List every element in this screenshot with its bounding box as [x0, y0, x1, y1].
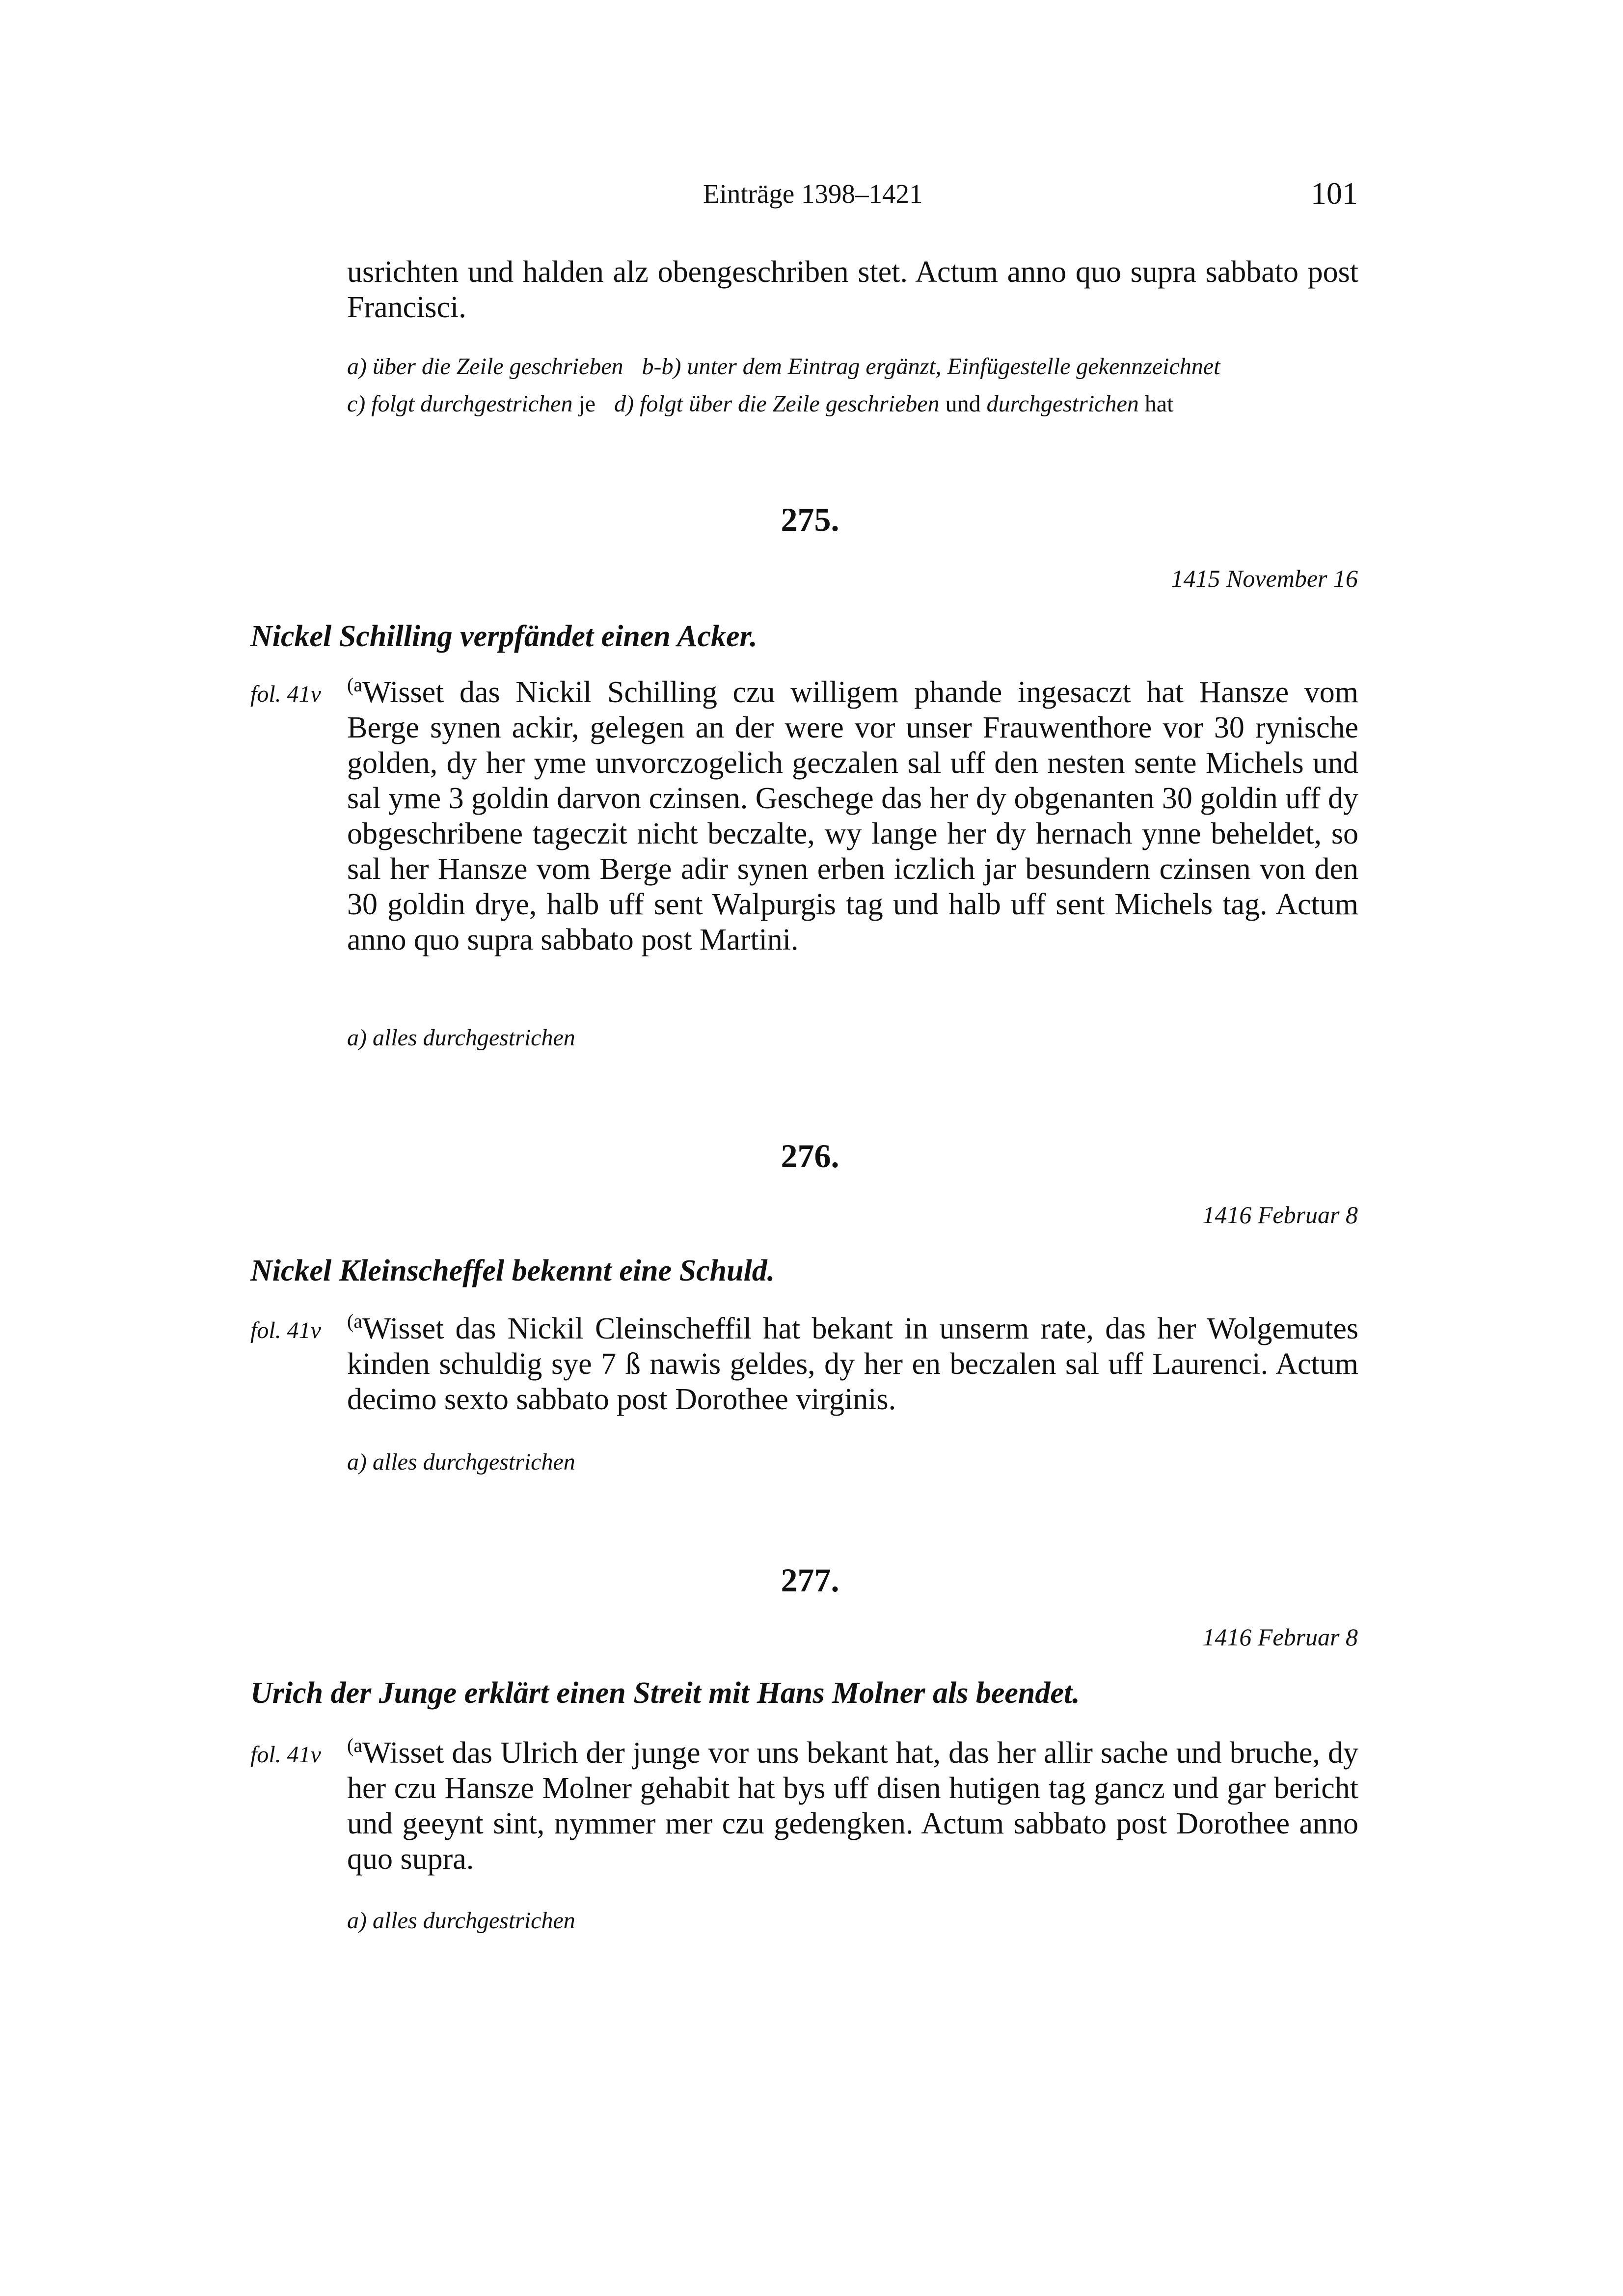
footnote-marker: (a — [347, 674, 363, 696]
footnote-d-und: und — [945, 391, 981, 417]
entry-title: Nickel Schilling verpfändet einen Acker. — [250, 620, 757, 653]
footnote-marker: (a — [347, 1310, 363, 1332]
entry-text — [347, 1735, 1358, 1877]
entry-title: Urich der Junge erklärt einen Streit mit Hans Molner als beendet. — [250, 1676, 1080, 1710]
entry-text-content: Wisset das Ulrich der junge vor uns bekant hat, das her allir sache und bruche, dy her czu Hansze Molner gehabit hat bys uff disen hutigen tag gancz und gar bericht und geeynt sint, nymmer mer czu gedengken. Actum sabbato post Dorothee anno quo supra. — [347, 1736, 1358, 1876]
entry-footnote: a) alles durchgestrichen — [347, 1908, 575, 1934]
entry-number: 276. — [781, 1137, 839, 1175]
entry-text-content: Wisset das Nickil Cleinscheffil hat bekant in unserm rate, das her Wolgemutes kinden schuldig sye 7 ß nawis geldes, dy her en beczalen sal uff Laurenci. Actum decimo sexto sabbato post Dorothee virginis. — [347, 1312, 1358, 1416]
footnote-d: d) folgt über die Zeile geschrieben — [614, 391, 940, 417]
entry-number: 275. — [781, 501, 839, 538]
running-header: Einträge 1398–1421 — [703, 179, 923, 209]
entry-date: 1415 November 16 — [1171, 565, 1358, 592]
entry-footnote: a) alles durchgestrichen — [347, 1025, 575, 1051]
entry-date: 1416 Februar 8 — [1202, 1623, 1358, 1651]
entry-title: Nickel Kleinscheffel bekennt eine Schuld. — [250, 1254, 775, 1287]
entry-footnote: a) alles durchgestrichen — [347, 1449, 575, 1475]
folio-reference: fol. 41v — [250, 1317, 321, 1343]
entry-date: 1416 Februar 8 — [1202, 1201, 1358, 1229]
page-number: 101 — [1311, 176, 1358, 211]
entry-text-content: Wisset das Nickil Schilling czu willigem phande ingesaczt hat Hansze vom Berge synen ackir, gelegen an der were vor unser Frauwenthore vor 30 rynische golden, dy her yme unvorczogelich geczalen sal uff den nesten sente Michels und sal yme 3 goldin darvon czinsen. Geschege das her dy obgenanten 30 goldin uff dy obgeschribene tageczit nicht beczalte, wy lange her dy hernach ynne beheldet, so sal her Hansze vom Berge adir synen erben iczlich jar besundern czinsen von den 30 goldin drye, halb uff sent Walpurgis tag und halb uff sent Michels tag. Actum anno quo supra sabbato post Martini. — [347, 676, 1358, 957]
entry-text — [347, 675, 1358, 957]
continuation-notes-line-1 — [347, 351, 1220, 383]
footnote-d-rest: durchgestrichen — [986, 391, 1139, 417]
footnote-c-word: je — [578, 391, 596, 417]
footnote-b: b-b) unter dem Eintrag ergänzt, Einfügestelle gekennzeichnet — [642, 354, 1220, 380]
folio-reference: fol. 41v — [250, 681, 321, 707]
footnote-c: c) folgt durchgestrichen — [347, 391, 573, 417]
footnote-marker: (a — [347, 1734, 363, 1756]
continuation-notes-line-2 — [347, 388, 1173, 420]
entry-number: 277. — [781, 1561, 839, 1599]
folio-reference: fol. 41v — [250, 1742, 321, 1768]
footnote-d-word: hat — [1144, 391, 1174, 417]
continuation-text: usrichten und halden alz obengeschriben stet. Actum anno quo supra sabbato post Francisci. — [347, 255, 1358, 324]
footnote-a: a) über die Zeile geschrieben — [347, 354, 623, 380]
entry-text — [347, 1311, 1358, 1417]
